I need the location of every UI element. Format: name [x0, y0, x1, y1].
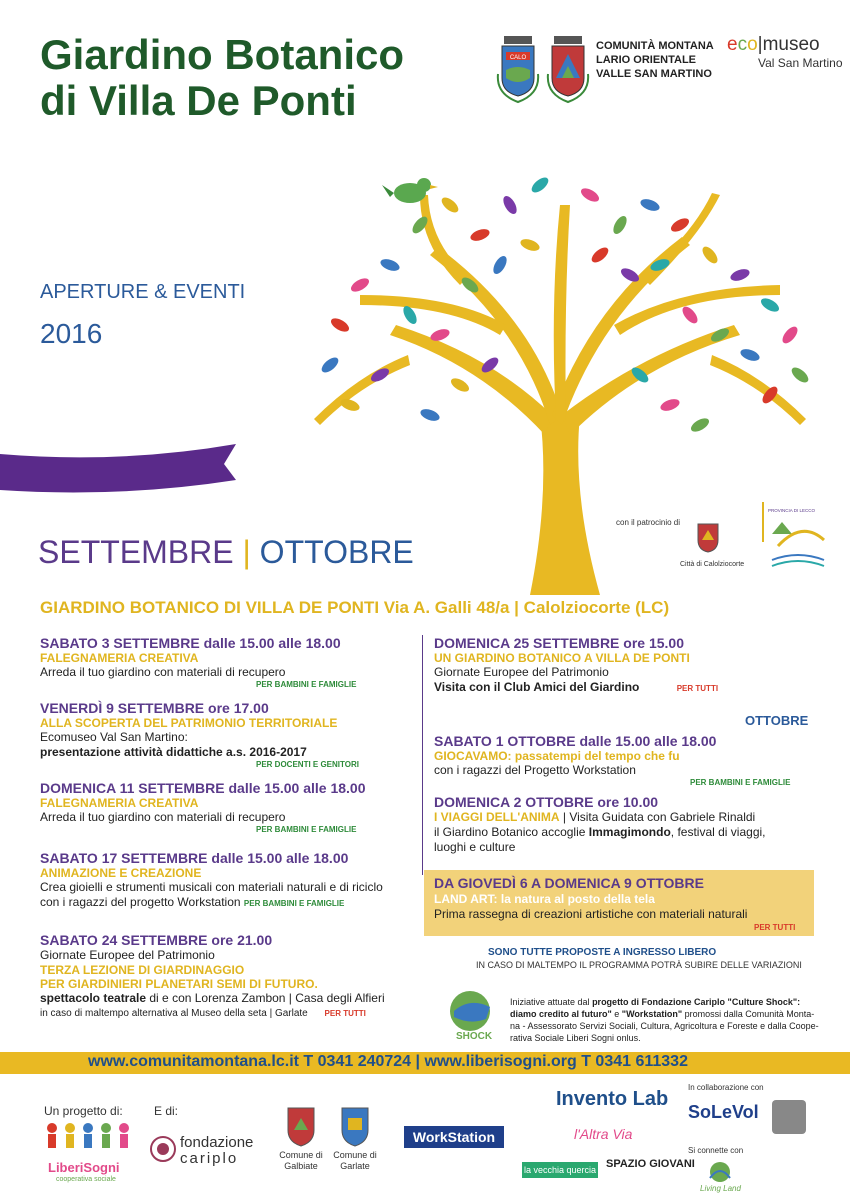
event-title: SABATO 3 SETTEMBRE dalle 15.00 alle 18.00: [40, 635, 341, 651]
event-tag: PER BAMBINI E FAMIGLIE: [690, 778, 791, 787]
event-text-rest: di e con Lorenza Zambon | Casa degli Alfieri: [146, 991, 385, 1005]
event-subtitle-2: PER GIARDINIERI PLANETARI SEMI DI FUTURO.: [40, 977, 318, 991]
bird-icon: [382, 178, 438, 203]
event-text-bold: spettacolo teatrale: [40, 991, 147, 1005]
footer-contacts: www.comunitamontana.lc.it T 0341 240724 | www.liberisogni.org T 0341 611332: [88, 1053, 688, 1070]
event-subtitle: GIOCAVAMO: passatempi del tempo che fu: [434, 749, 680, 763]
event-title: DOMENICA 25 SETTEMBRE ore 15.00: [434, 635, 684, 651]
cs-line2-bold: diamo credito al futuro": [510, 1009, 612, 1019]
landart-text: Prima rassegna di creazioni artistiche con materiali naturali: [434, 907, 748, 921]
event-tag: PER TUTTI: [324, 1009, 366, 1018]
connette-label: Si connette con: [688, 1146, 744, 1155]
calolziocorte-crest-icon: [696, 520, 720, 559]
event-tag: PER DOCENTI E GENITORI: [256, 760, 359, 769]
month-separator: |: [242, 534, 251, 570]
liberi-sogni-name: LiberiSogni: [48, 1160, 120, 1175]
event-tag: PER BAMBINI E FAMIGLIE: [256, 825, 357, 834]
event-tag: PER TUTTI: [676, 684, 719, 693]
cs-line1-bold: progetto di Fondazione Cariplo "Culture Shock":: [592, 997, 801, 1007]
event-text: Crea gioielli e strumenti musicali con materiali naturali e di riciclo: [40, 880, 383, 894]
event-small-text: in caso di maltempo alternativa al Museo della seta | Garlate: [40, 1008, 308, 1019]
event-tag: PER BAMBINI E FAMIGLIE: [256, 680, 357, 689]
cs-line2-rest: promossi dalla Comunità Monta-: [682, 1009, 815, 1019]
notice-free-entry: SONO TUTTE PROPOSTE A INGRESSO LIBERO: [488, 947, 717, 958]
event-text-bold: presentazione attività didattiche a.s. 2016-2017: [40, 745, 307, 759]
event-left-3: [40, 780, 366, 834]
event-right-2: [434, 733, 790, 787]
culture-shock-logo: [440, 977, 510, 1048]
cs-line2-mid: e: [611, 1009, 622, 1019]
event-text: Giornate Europee del Patrimonio: [434, 665, 609, 679]
fondazione-cariplo-emblem-icon: [150, 1136, 176, 1167]
patronage-label: con il patrocinio di: [616, 518, 681, 527]
months-header: [38, 534, 414, 571]
event-left-2: [40, 700, 359, 769]
provincia-lecco-logo: [758, 500, 828, 577]
workstation-logo: WorkStation: [404, 1126, 504, 1148]
culture-shock-text: [510, 996, 819, 1044]
cs-line2-bold2: "Workstation": [621, 1009, 683, 1019]
cs-line3: na - Assessorato Servizi Sociali, Cultura, Agricoltura e Foreste e dalla Coope-: [510, 1021, 819, 1031]
lions-emblem-icon: [772, 1100, 806, 1134]
event-text: Arreda il tuo giardino con materiali di recupero: [40, 810, 286, 824]
event-pre: Giornate Europee del Patrimonio: [40, 948, 215, 962]
event-subtitle: TERZA LEZIONE DI GIARDINAGGIO: [40, 963, 245, 977]
event-tag: PER BAMBINI E FAMIGLIE: [243, 899, 345, 908]
spazio-giovani-logo: SPAZIO GIOVANI: [606, 1158, 695, 1170]
svg-text:CALO: CALO: [509, 55, 527, 61]
landart-title: DA GIOVEDÌ 6 A DOMENICA 9 OTTOBRE: [434, 875, 704, 891]
event-right-3: [434, 794, 766, 855]
event-left-1: [40, 635, 356, 689]
column-divider: [422, 635, 423, 875]
event-subtitle: ALLA SCOPERTA DEL PATRIMONIO TERRITORIALE: [40, 716, 338, 730]
event-text-pre: il Giardino Botanico accoglie: [434, 825, 589, 839]
ottobre-section-label: OTTOBRE: [745, 713, 809, 728]
living-land-label: Living Land: [700, 1184, 741, 1193]
month-settembre: SETTEMBRE: [38, 534, 234, 570]
location-address: GIARDINO BOTANICO DI VILLA DE PONTI Via A. Galli 48/a | Calolziocorte (LC): [40, 598, 670, 617]
event-subtitle: FALEGNAMERIA CREATIVA: [40, 651, 199, 665]
title-line-2: di Villa De Ponti: [40, 77, 357, 124]
event-text-2-main: con i ragazzi del progetto Workstation: [40, 895, 241, 909]
event-subtitle: I VIAGGI DELL'ANIMA: [434, 810, 560, 824]
event-text-bold: Visita con il Club Amici del Giardino: [434, 680, 640, 694]
collaborazione-label: In collaborazione con: [688, 1083, 764, 1092]
invento-logo: Invento Lab: [556, 1088, 669, 1110]
event-title: DOMENICA 11 SETTEMBRE dalle 15.00 alle 18.00: [40, 780, 366, 796]
event-subtitle: ANIMAZIONE E CREAZIONE: [40, 866, 202, 880]
event-title: DOMENICA 2 OTTOBRE ore 10.00: [434, 794, 659, 810]
vecchia-quercia-logo: la vecchia quercia: [522, 1162, 598, 1178]
liberi-sogni-sub: cooperativa sociale: [56, 1176, 116, 1183]
event-text: [434, 825, 766, 840]
altra-via-logo: l'Altra Via: [574, 1126, 633, 1142]
e-di-label: E di:: [154, 1104, 179, 1118]
cariplo-label: cariplo: [180, 1150, 239, 1167]
cs-line1-pre: Iniziative attuate dal: [510, 997, 593, 1007]
purple-ribbon: [0, 440, 240, 505]
comunita-line-3: VALLE SAN MARTINO: [596, 68, 712, 80]
comunita-montana-label: [596, 39, 714, 81]
garlate-label: Comune di Garlate: [333, 1150, 377, 1171]
patronage-city: Città di Calolziocorte: [680, 561, 745, 568]
title-line-1: Giardino Botanico: [40, 31, 405, 78]
crest-comunita-montana: [546, 34, 590, 109]
aperture-eventi-label: APERTURE & EVENTI: [40, 281, 246, 303]
event-subtitle-rest: | Visita Guidata con Gabriele Rinaldi: [559, 810, 756, 824]
cs-line4: rativa Sociale Liberi Sogni onlus.: [510, 1033, 641, 1043]
galbiate-crest-icon: [284, 1104, 318, 1153]
page-title: [40, 32, 404, 124]
event-text: Ecomuseo Val San Martino:: [40, 730, 188, 744]
event-text: con i ragazzi del Progetto Workstation: [434, 763, 636, 777]
landart-subtitle: LAND ART: la natura al posto della tela: [434, 892, 655, 906]
event-text: [40, 991, 385, 1006]
event-title: VENERDÌ 9 SETTEMBRE ore 17.00: [40, 700, 269, 716]
crest-calolziocorte: [496, 34, 540, 109]
year-label: 2016: [40, 318, 103, 349]
event-subtitle-row: [434, 810, 766, 825]
fondazione-label: fondazione: [180, 1134, 254, 1151]
event-left-5: [40, 932, 385, 1021]
galbiate-label: Comune di Galbiate: [279, 1150, 323, 1171]
event-title: SABATO 1 OTTOBRE dalle 15.00 alle 18.00: [434, 733, 717, 749]
progetto-di-label: Un progetto di:: [44, 1104, 123, 1118]
svg-text:PROVINCIA DI LECCO: PROVINCIA DI LECCO: [768, 508, 816, 513]
event-text-post: , festival di viaggi,: [670, 825, 766, 839]
month-ottobre: OTTOBRE: [259, 534, 414, 570]
landart-box: [424, 870, 814, 936]
event-text-bold-row: [434, 680, 718, 696]
event-text: Arreda il tuo giardino con materiali di recupero: [40, 665, 286, 679]
event-left-4: [40, 850, 383, 911]
event-subtitle: UN GIARDINO BOTANICO A VILLA DE PONTI: [434, 651, 690, 665]
garlate-crest-icon: [338, 1104, 372, 1153]
event-small-note: [40, 1006, 385, 1021]
event-subtitle: FALEGNAMERIA CREATIVA: [40, 796, 199, 810]
ecomuseo-logo: eco|museo: [727, 34, 820, 55]
event-title: SABATO 17 SETTEMBRE dalle 15.00 alle 18.00: [40, 850, 349, 866]
notice-weather: IN CASO DI MALTEMPO IL PROGRAMMA POTRÀ SUBIRE DELLE VARIAZIONI: [476, 960, 802, 970]
liberi-sogni-logo: [40, 1120, 140, 1165]
svg-text:SHOCK: SHOCK: [455, 1031, 493, 1042]
event-text-2: luoghi e culture: [434, 840, 516, 854]
solevol-logo: SoLeVol: [688, 1102, 759, 1122]
event-right-1: [434, 635, 718, 696]
comunita-line-2: LARIO ORIENTALE: [596, 54, 697, 66]
ecomuseo-subtitle: Val San Martino: [758, 56, 843, 70]
landart-tag: PER TUTTI: [754, 923, 796, 932]
event-text-2: [40, 895, 383, 911]
event-text-bold: Immagimondo: [588, 825, 671, 839]
event-title: SABATO 24 SETTEMBRE ore 21.00: [40, 932, 273, 948]
comunita-line-1: COMUNITÀ MONTANA: [596, 40, 714, 52]
